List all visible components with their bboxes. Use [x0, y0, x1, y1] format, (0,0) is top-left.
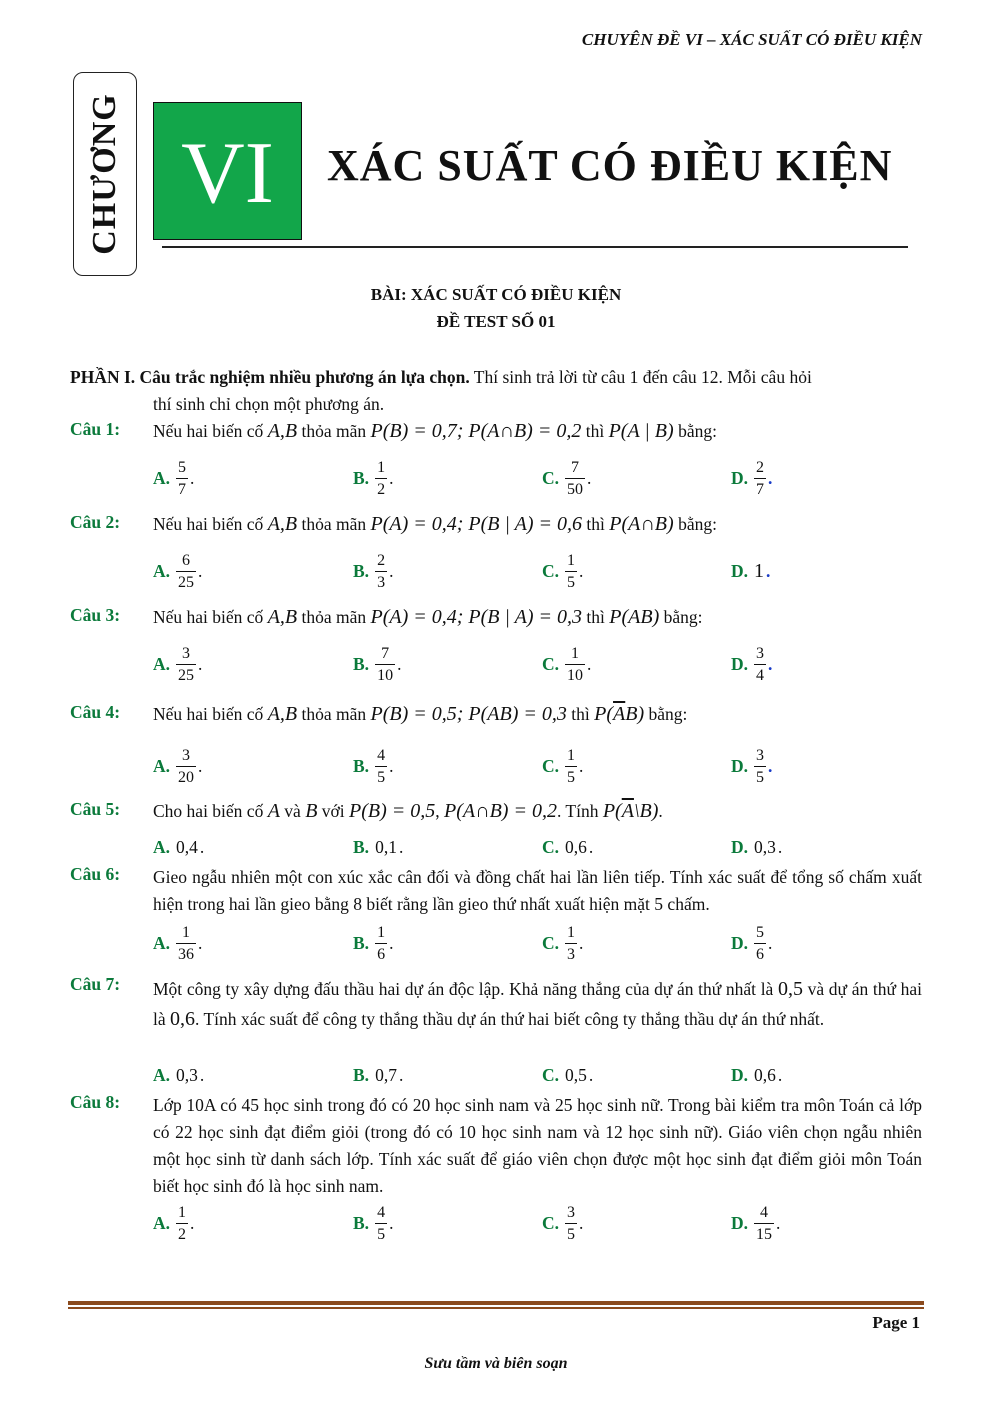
question-text: Gieo ngẫu nhiên một con xúc xắc cân đối và đồng chất hai lần liên tiếp. Tính xác suất để tổng số chấm xuất hiện trong hai lần gieo bằng 8 biết rằng lần gieo thứ nhất xuất hiện mặt 5 chấm. — [153, 867, 922, 914]
title-divider — [162, 246, 908, 248]
option-b[interactable]: B. $\frac{2}{3}$ . — [353, 551, 394, 591]
chapter-tab-label: CHƯƠNG — [86, 93, 123, 255]
options-q4 — [153, 742, 913, 790]
option-a[interactable]: A. 0,4 . — [153, 836, 205, 857]
section-text-cont: thí sinh chỉ chọn một phương án. — [153, 394, 385, 414]
option-c[interactable]: C. $\frac{1}{5}$ . — [542, 746, 584, 786]
option-d[interactable]: D. $\frac{3}{5}$ . — [731, 746, 773, 786]
running-header: CHUYÊN ĐỀ VI – XÁC SUẤT CÓ ĐIỀU KIỆN — [581, 30, 922, 49]
question-6 — [70, 864, 922, 918]
option-c[interactable]: C. $\frac{1}{3}$ . — [542, 923, 584, 963]
options-q5 — [153, 834, 913, 860]
option-a[interactable]: A. $\frac{3}{25}$ . — [153, 644, 203, 684]
footer-rule — [68, 1301, 924, 1305]
option-b[interactable]: B. $\frac{4}{5}$ . — [353, 1203, 394, 1243]
options-q3 — [153, 640, 913, 688]
option-d[interactable]: D. $\frac{3}{4}$ . — [731, 644, 773, 684]
question-label: Câu 8: — [70, 1092, 121, 1112]
option-b[interactable]: B. 0,1 . — [353, 836, 404, 857]
question-text: Nếu hai biến cố A,B thỏa mãn P(B) = 0,7; P(A∩B) = 0,2 thì P(A | B) bằng: — [153, 420, 717, 442]
options-q1 — [153, 454, 913, 502]
option-b[interactable]: B. $\frac{7}{10}$ . — [353, 644, 402, 684]
question-4 — [70, 701, 922, 728]
lesson-title: BÀI: XÁC SUẤT CÓ ĐIỀU KIỆN — [370, 285, 622, 304]
chapter-title: XÁC SUẤT CÓ ĐIỀU KIỆN — [327, 141, 893, 190]
page-number: Page 1 — [872, 1313, 920, 1332]
option-d[interactable]: D. $\frac{5}{6}$ . — [731, 923, 773, 963]
question-label: Câu 5: — [70, 799, 121, 819]
question-label: Câu 2: — [70, 512, 121, 532]
option-b[interactable]: B. $\frac{1}{2}$ . — [353, 458, 394, 498]
option-d[interactable]: D. 1 . — [731, 559, 771, 582]
option-a[interactable]: A. 0,3 . — [153, 1064, 205, 1085]
question-2 — [70, 511, 922, 538]
option-d[interactable]: D. $\frac{4}{15}$ . — [731, 1203, 781, 1243]
question-text: Lớp 10A có 45 học sinh trong đó có 20 học sinh nam và 25 học sinh nữ. Trong bài kiểm tra môn Toán cả lớp có 22 học sinh đạt điểm giỏi (trong đó có 10 học sinh nam và 12 học sinh nữ). Giáo viên chọn ngẫu nhiên một học sinh từ danh sách lớp. Tính xác suất để giáo viên chọn được một học sinh đạt điểm giỏi môn Toán biết học sinh đó là học sinh nam. — [153, 1095, 922, 1196]
option-c[interactable]: C. 0,5 . — [542, 1064, 594, 1085]
question-text: Một công ty xây dựng đấu thầu hai dự án độc lập. Khả năng thắng của dự án thứ nhất là 0,5 và dự án thứ hai là 0,6. Tính xác suất để công ty thắng thầu dự án thứ hai biết công ty thắng thầu dự án thứ nhất. — [153, 978, 922, 1030]
option-a[interactable]: A. $\frac{5}{7}$ . — [153, 458, 195, 498]
option-b[interactable]: B. $\frac{1}{6}$ . — [353, 923, 394, 963]
question-text: Cho hai biến cố A và B với P(B) = 0,5, P(A∩B) = 0,2. Tính $P(\overline{A}\backslash B)$. — [153, 800, 663, 822]
question-label: Câu 6: — [70, 864, 121, 884]
question-text: Nếu hai biến cố A,B thỏa mãn P(A) = 0,4; P(B | A) = 0,3 thì P(AB) bằng: — [153, 606, 703, 628]
question-5 — [70, 798, 922, 825]
options-q2 — [153, 547, 913, 595]
question-8 — [70, 1092, 922, 1200]
question-7 — [70, 974, 922, 1034]
question-label: Câu 1: — [70, 419, 121, 439]
footer-credit: Sưu tầm và biên soạn — [424, 1355, 568, 1372]
option-c[interactable]: C. $\frac{1}{5}$ . — [542, 551, 584, 591]
section-text: Thí sinh trả lời từ câu 1 đến câu 12. Mỗi câu hỏi — [469, 367, 812, 387]
option-a[interactable]: A. $\frac{1}{36}$ . — [153, 923, 203, 963]
option-b[interactable]: B. $\frac{4}{5}$ . — [353, 746, 394, 786]
chapter-number: VI — [181, 125, 274, 222]
question-3 — [70, 604, 922, 631]
option-d[interactable]: D. 0,6 . — [731, 1064, 783, 1085]
option-c[interactable]: C. 0,6 . — [542, 836, 594, 857]
option-c[interactable]: C. $\frac{1}{10}$ . — [542, 644, 592, 684]
section-lead: PHẦN I. Câu trắc nghiệm nhiều phương án lựa chọn. — [70, 367, 470, 387]
footer-rule-thin — [68, 1307, 924, 1309]
options-q8 — [153, 1199, 913, 1247]
options-q6 — [153, 919, 913, 967]
chapter-number-box — [153, 102, 302, 240]
question-label: Câu 7: — [70, 974, 121, 994]
option-a[interactable]: A. $\frac{3}{20}$ . — [153, 746, 203, 786]
question-text: Nếu hai biến cố A,B thỏa mãn P(A) = 0,4; P(B | A) = 0,6 thì P(A∩B) bằng: — [153, 513, 717, 535]
section-intro — [70, 364, 922, 418]
option-a[interactable]: A. $\frac{6}{25}$ . — [153, 551, 203, 591]
option-d[interactable]: D. 0,3 . — [731, 836, 783, 857]
question-label: Câu 3: — [70, 605, 121, 625]
option-d[interactable]: D. $\frac{2}{7}$ . — [731, 458, 773, 498]
option-a[interactable]: A. $\frac{1}{2}$ . — [153, 1203, 195, 1243]
options-q7 — [153, 1062, 913, 1088]
option-b[interactable]: B. 0,7 . — [353, 1064, 404, 1085]
question-1 — [70, 418, 922, 445]
chapter-tab — [73, 72, 137, 276]
option-c[interactable]: C. $\frac{3}{5}$ . — [542, 1203, 584, 1243]
test-title: ĐỀ TEST SỐ 01 — [436, 312, 556, 331]
question-label: Câu 4: — [70, 702, 121, 722]
question-text: Nếu hai biến cố A,B thỏa mãn P(B) = 0,5; P(AB) = 0,3 thì $P(\overline{A}B)$ bằng: — [153, 703, 688, 725]
option-c[interactable]: C. $\frac{7}{50}$ . — [542, 458, 592, 498]
